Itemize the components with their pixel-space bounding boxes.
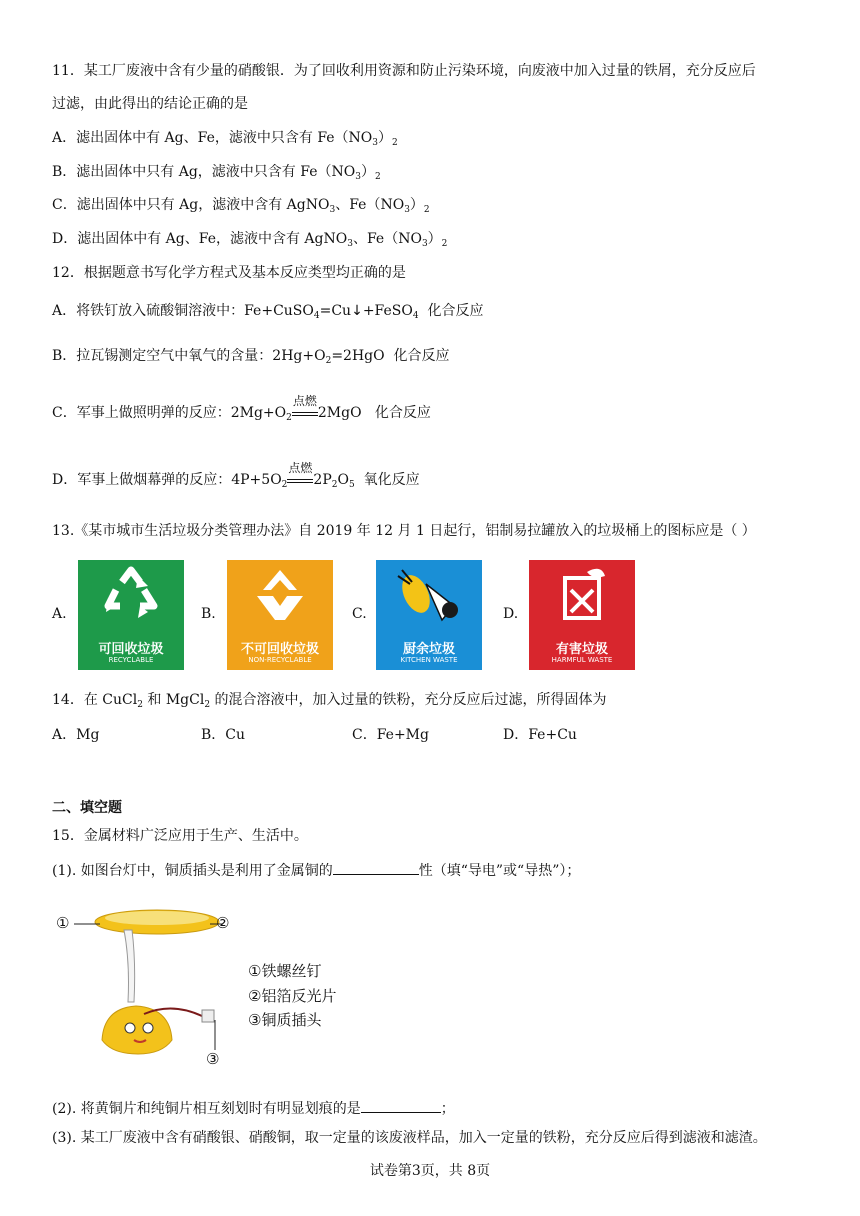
bin-c-en: KITCHEN WASTE <box>400 656 458 664</box>
section-title: 二、填空题 <box>52 800 122 816</box>
marker-2: ② <box>216 914 230 932</box>
reaction-condition: 点燃 <box>287 470 313 490</box>
reaction-condition: 点燃 <box>292 403 318 423</box>
q11-stem-line1: 11．某工厂废液中含有少量的硝酸银．为了回收利用资源和防止污染环境，向废液中加入过量的铁屑，充分反应后 <box>52 63 756 79</box>
q15-part3: (3). 某工厂废液中含有硝酸银、硝酸铜，取一定量的该废液样品，加入一定量的铁粉，充分反应后得到滤液和滤渣。 <box>52 1130 767 1146</box>
bin-a-en: RECYCLABLE <box>108 656 154 664</box>
answer-blank-1[interactable] <box>333 860 419 875</box>
q13-option-a-letter: A. <box>52 606 67 622</box>
q14-option-b: B．Cu <box>201 727 246 743</box>
q15-part2: (2). 将黄铜片和纯铜片相互刻划时有明显划痕的是 ； <box>52 1098 455 1119</box>
bin-c-cn: 厨余垃圾 <box>402 642 455 657</box>
answer-blank-2[interactable] <box>361 1098 441 1113</box>
bin-b-cn: 不可回收垃圾 <box>240 642 319 657</box>
q13-option-b-letter: B. <box>201 606 216 622</box>
q13-option-d-letter: D. <box>503 606 519 622</box>
q15-part1: (1). 如图台灯中，铜质插头是利用了金属铜的 性（填“导电”或“导热”）； <box>52 860 580 881</box>
non-recyclable-bin-icon <box>227 560 333 670</box>
q11-option-d: D．滤出固体中有 Ag、Fe，滤液中含有 AgNO$_3$、$Fe(NO_3)_2$ <box>52 231 448 249</box>
marker-1: ① <box>56 914 70 932</box>
precipitate-arrow-icon: ↓ <box>351 303 363 319</box>
page-footer: 试卷第3页，共 8页 <box>369 1163 491 1179</box>
q14-option-c: C．Fe+Mg <box>352 727 429 743</box>
desk-lamp-figure <box>52 902 242 1072</box>
legend-item-3: ③铜质插头 <box>248 1011 322 1029</box>
q12-option-d: D．军事上做烟幕弹的反应：$4P+5O_2$ 点燃 $2P_2O_5$ 氧化反应 <box>52 461 420 490</box>
q15-stem: 15．金属材料广泛应用于生产、生活中。 <box>52 828 308 844</box>
q11-option-b: B．滤出固体中只有 Ag，滤液中只含有 $Fe(NO_3)_2$ <box>52 164 381 182</box>
q14-stem: 14．在 CuCl$_2$ 和 MgCl$_2$ 的混合溶液中，加入过量的铁粉，充分反应后过滤，所得固体为 <box>52 692 607 710</box>
recyclable-bin-icon <box>78 560 184 670</box>
q13-stem: 13.《某市城市生活垃圾分类管理办法》自 2019 年 12 月 1 日起行，铝制易拉罐放入的垃圾桶上的图标应是（ ） <box>52 523 756 539</box>
bin-a-cn: 可回收垃圾 <box>98 642 164 657</box>
harmful-waste-bin-icon <box>529 560 635 670</box>
q12-option-c: C．军事上做照明弹的反应：$2Mg+O_2$ 点燃 2MgO 化合反应 <box>52 394 431 423</box>
q14-option-d: D．Fe+Cu <box>503 727 577 743</box>
bin-b-en: NON-RECYCLABLE <box>248 656 312 664</box>
marker-3: ③ <box>206 1050 220 1068</box>
legend-item-1: ①铁螺丝钉 <box>248 962 322 980</box>
bin-d-en: HARMFUL WASTE <box>551 656 613 664</box>
kitchen-waste-bin-icon <box>376 560 482 670</box>
q11-option-a: A．滤出固体中有 Ag、Fe，滤液中只含有 $Fe(NO_3)_2$ <box>52 130 398 148</box>
q14-option-a: A．Mg <box>52 727 100 743</box>
q13-option-c-letter: C. <box>352 606 367 622</box>
q12-option-a: A．将铁钉放入硫酸铜溶液中：Fe+CuSO$_4$=Cu↓+FeSO$_4$ 化合反应 <box>52 303 484 321</box>
non-recyclable-icon <box>227 560 333 640</box>
desk-lamp-icon <box>52 902 242 1072</box>
fish-bone-icon <box>376 560 482 640</box>
recycle-icon <box>78 560 184 640</box>
q12-option-b: B．拉瓦锡测定空气中氧气的含量：$2Hg+O_2=2HgO$ 化合反应 <box>52 348 450 366</box>
bin-d-cn: 有害垃圾 <box>555 642 608 657</box>
harmful-waste-icon <box>529 560 635 640</box>
legend-item-2: ②铝箔反光片 <box>248 987 337 1005</box>
q11-stem-line2: 过滤，由此得出的结论正确的是 <box>52 96 248 112</box>
q11-option-c: C．滤出固体中只有 Ag，滤液中含有 AgNO$_3$、$Fe(NO_3)_2$ <box>52 197 430 215</box>
q12-stem: 12．根据题意书写化学方程式及基本反应类型均正确的是 <box>52 265 406 281</box>
